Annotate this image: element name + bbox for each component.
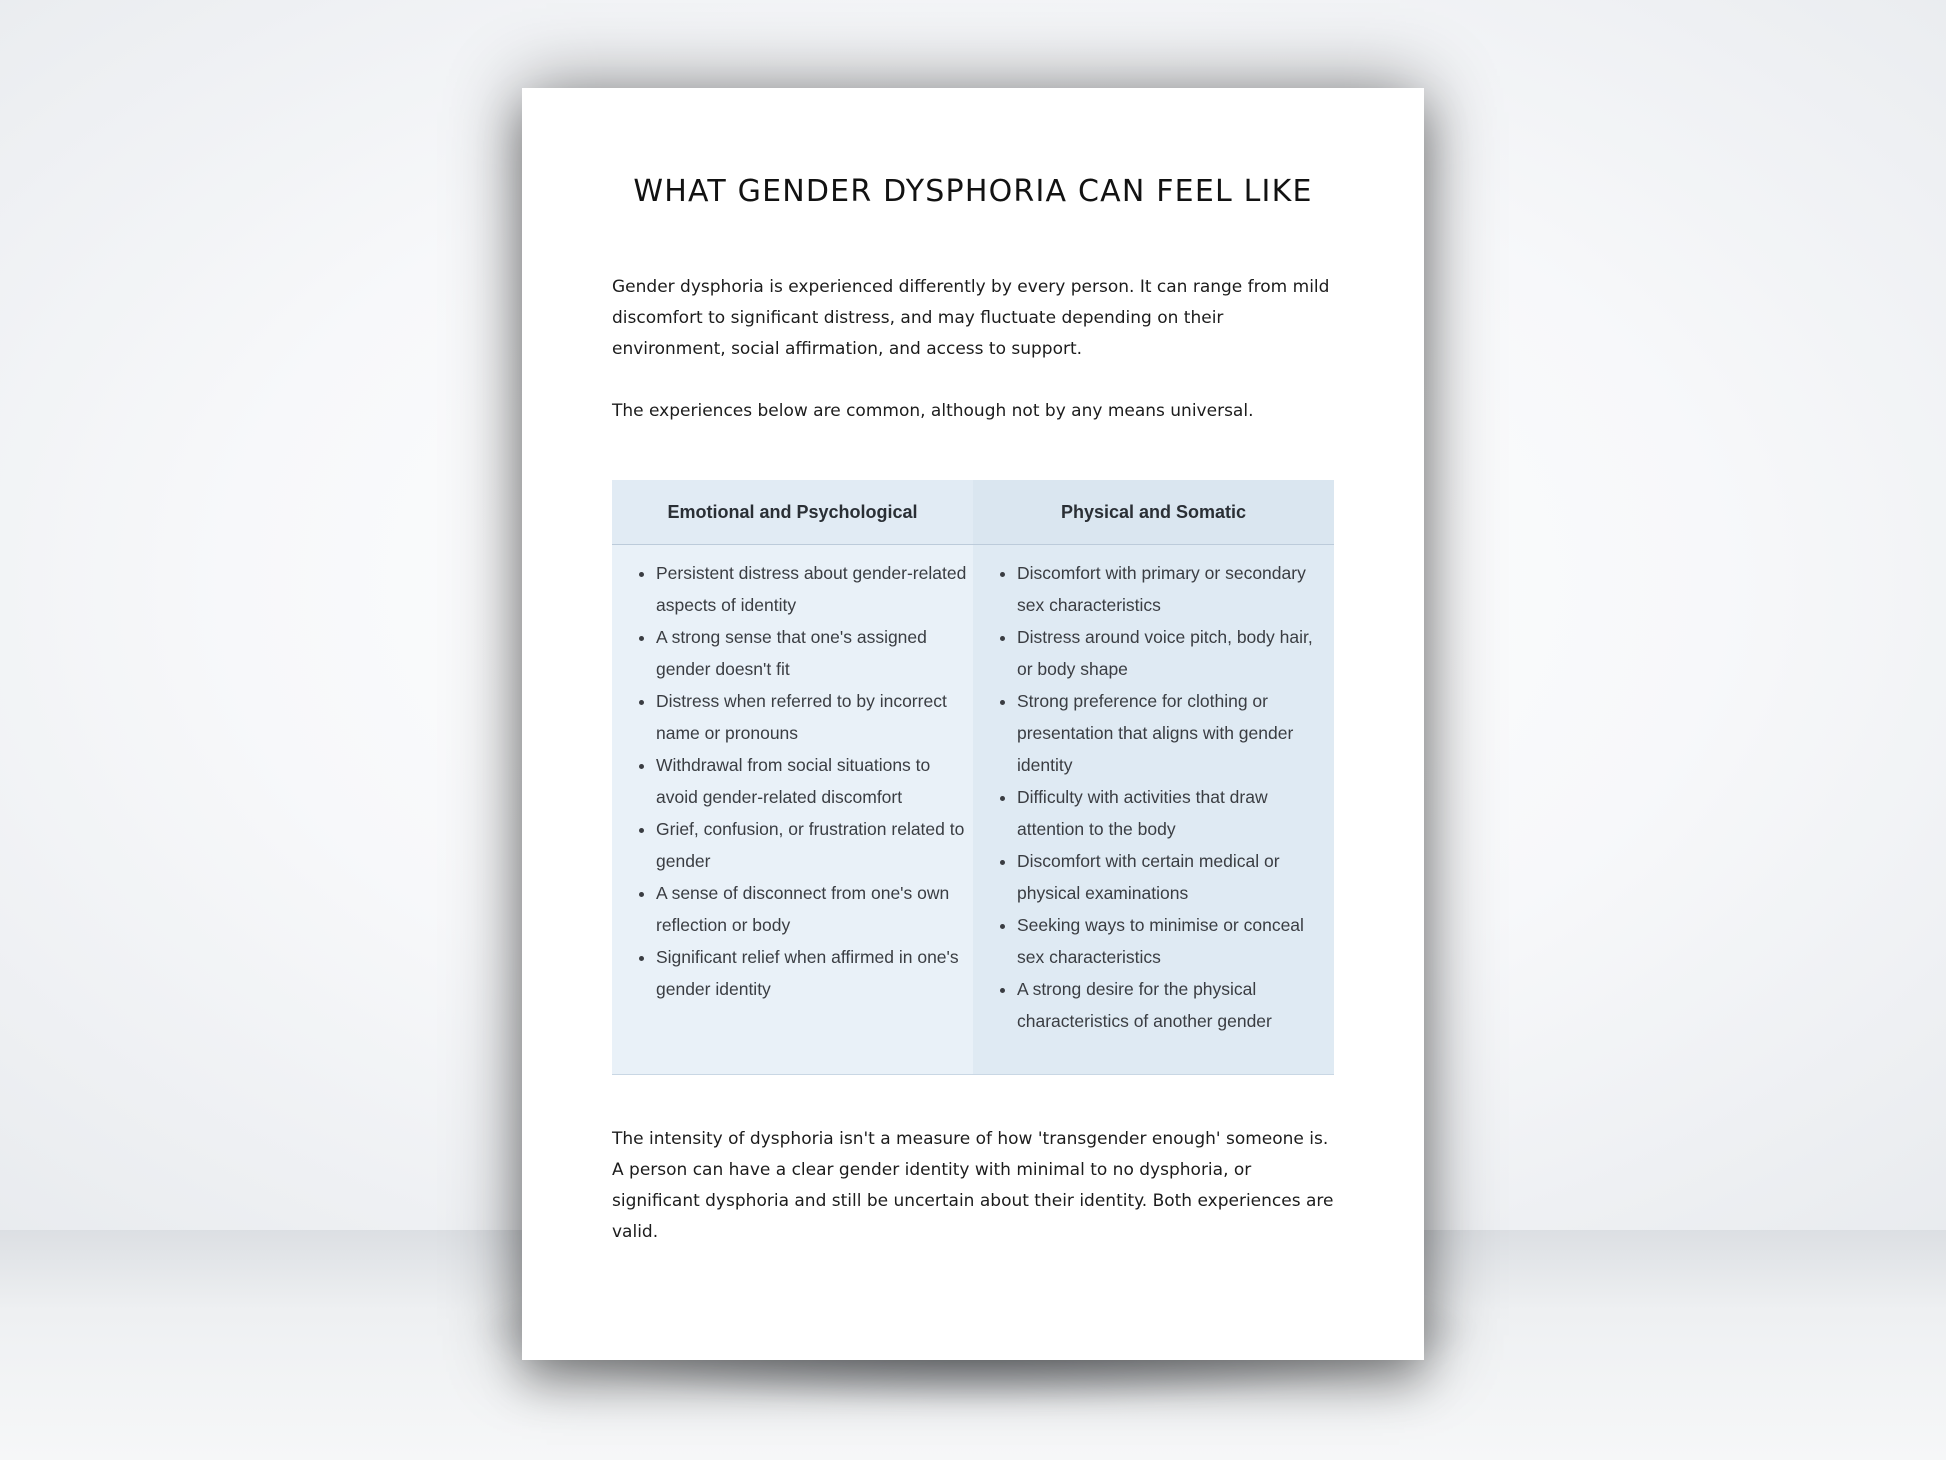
page-title: WHAT GENDER DYSPHORIA CAN FEEL LIKE — [633, 174, 1313, 209]
list-item: • Significant relief when affirmed in one's gender identity — [656, 941, 967, 1005]
table-column-physical — [973, 480, 1334, 1074]
emotional-list — [612, 545, 973, 1005]
list-item: • Distress when referred to by incorrect name or pronouns — [656, 685, 967, 749]
list-item: • Seeking ways to minimise or conceal sex characteristics — [1017, 909, 1328, 973]
column-header: Emotional and Psychological — [612, 480, 973, 545]
list-item: • Strong preference for clothing or presentation that aligns with gender identity — [1017, 685, 1328, 781]
table-column-emotional — [612, 480, 973, 1074]
list-item: • Withdrawal from social situations to avoid gender-related discomfort — [656, 749, 967, 813]
list-item: • Persistent distress about gender-related aspects of identity — [656, 557, 967, 621]
document-page — [522, 88, 1424, 1360]
column-header: Physical and Somatic — [973, 480, 1334, 545]
list-item: • A sense of disconnect from one's own reflection or body — [656, 877, 967, 941]
physical-list — [973, 545, 1334, 1037]
note-paragraph: The experiences below are common, although not by any means universal. — [612, 401, 1254, 421]
experiences-table — [612, 480, 1334, 1075]
list-item: • Discomfort with certain medical or physical examinations — [1017, 845, 1328, 909]
list-item: • A strong sense that one's assigned gender doesn't fit — [656, 621, 967, 685]
closing-paragraph: The intensity of dysphoria isn't a measure of how 'transgender enough' someone is. A person can have a clear gender identity with minimal to no dysphoria, or significant dysphoria and still be uncertain about their identity. Both experiences are valid. — [612, 1129, 1334, 1242]
list-item: • Discomfort with primary or secondary sex characteristics — [1017, 557, 1328, 621]
intro-paragraph: Gender dysphoria is experienced differently by every person. It can range from mild discomfort to significant distress, and may fluctuate depending on their environment, social affirmation, and access to support. — [612, 277, 1330, 359]
list-item: • A strong desire for the physical characteristics of another gender — [1017, 973, 1328, 1037]
list-item: • Grief, confusion, or frustration related to gender — [656, 813, 967, 877]
list-item: • Difficulty with activities that draw attention to the body — [1017, 781, 1328, 845]
list-item: • Distress around voice pitch, body hair, or body shape — [1017, 621, 1328, 685]
